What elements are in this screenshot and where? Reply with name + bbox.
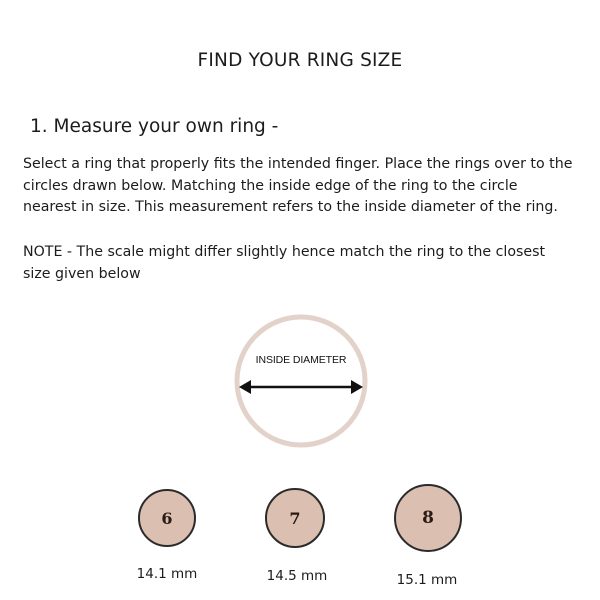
ring-size-6-circle: 6 xyxy=(138,489,196,547)
ring-size-8-circle: 8 xyxy=(394,484,462,552)
inside-diameter-label: INSIDE DIAMETER xyxy=(255,354,347,366)
step-heading: 1. Measure your own ring - xyxy=(30,116,279,137)
ring-size-7-diameter: 14.5 mm xyxy=(266,568,328,584)
instructions-text: Select a ring that properly fits the intended finger. Place the rings over to the circles drawn below. Matching the inside edge of the ring to the circle nearest in size. This measurement refers to the inside diameter of the ring. xyxy=(23,156,573,215)
arrow-right-icon xyxy=(351,380,363,394)
inside-diameter-diagram xyxy=(231,311,371,451)
page-title: FIND YOUR RING SIZE xyxy=(197,50,403,71)
ring-size-7-circle: 7 xyxy=(265,488,325,548)
ring-illustration xyxy=(231,311,371,451)
ring-size-8-diameter: 15.1 mm xyxy=(396,572,458,588)
note-text: NOTE - The scale might differ slightly hence match the ring to the closest size given below xyxy=(23,244,546,282)
ring-size-6-diameter: 14.1 mm xyxy=(136,566,198,582)
arrow-left-icon xyxy=(239,380,251,394)
ring-outline xyxy=(237,317,365,445)
